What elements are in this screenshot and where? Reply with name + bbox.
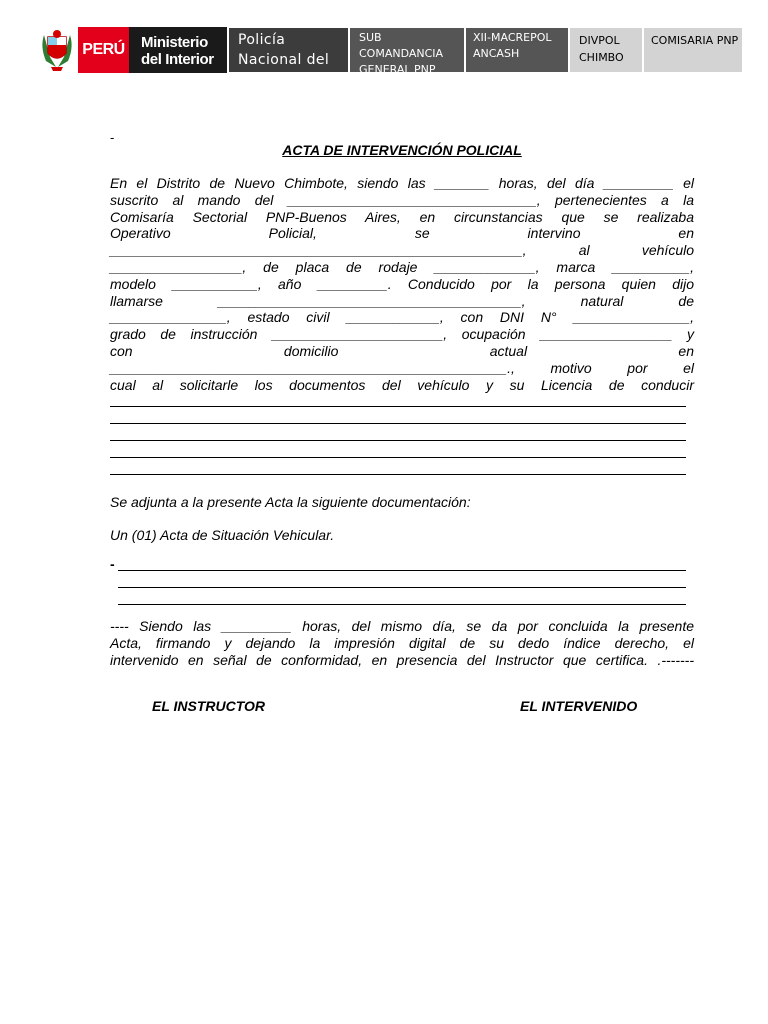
signature-instructor: EL INSTRUCTOR	[152, 698, 266, 714]
blank-line	[118, 570, 686, 571]
ministerio-line1: Ministerio	[141, 34, 208, 51]
text-line: Operativo Policial, se intervino en	[110, 225, 694, 242]
text-line: intervenido en señal de conformidad, en presencia del Instructor que certifica. .-------	[110, 651, 694, 668]
document-title: ACTA DE INTERVENCIÓN POLICIAL	[282, 142, 522, 158]
header-banner	[36, 27, 742, 88]
text-line: _____________________________________________________, al vehículo	[110, 242, 694, 259]
bullet-dash: -	[110, 556, 115, 572]
intervention-paragraph	[110, 175, 694, 393]
text-line: suscrito al mando del ________________________________, pertenecientes a la	[110, 191, 694, 208]
header-policia: Policía Nacional del Perú	[229, 28, 348, 72]
closing-paragraph	[110, 618, 694, 668]
national-crest-icon	[36, 27, 78, 73]
header-divpol: DIVPOL CHIMBO	[570, 28, 642, 72]
header-sub-comandancia: SUB COMANDANCIA GENERAL PNP	[350, 28, 464, 72]
text-line: _________________, de placa de rodaje _____________, marca __________,	[110, 258, 694, 275]
blank-line	[110, 440, 686, 441]
blank-line	[110, 423, 686, 424]
text-line: llamarse _______________________________________, natural de	[110, 292, 694, 309]
text-line: _______________, estado civil ____________, con DNI N° _______________,	[110, 309, 694, 326]
ministerio-logo	[129, 27, 227, 73]
text-line: Acta, firmando y dejando la impresión digital de su dedo índice derecho, el	[110, 634, 694, 651]
header-comisaria: COMISARIA PNP	[644, 28, 742, 72]
blank-line	[110, 406, 686, 407]
signature-intervenido: EL INTERVENIDO	[520, 698, 638, 714]
documentation-item: Un (01) Acta de Situación Vehicular.	[110, 527, 335, 543]
closing-text	[110, 618, 694, 668]
text-line: Comisaría Sectorial PNP-Buenos Aires, en circunstancias que se realizaba	[110, 208, 694, 225]
ministerio-line2: del Interior	[141, 51, 214, 68]
text-line: cual al solicitarle los documentos del vehículo y su Licencia de conducir	[110, 376, 694, 393]
text-line: grado de instrucción ______________________, ocupación _________________ y	[110, 326, 694, 343]
blank-line	[118, 604, 686, 605]
text-line: ___________________________________________________., motivo por el	[110, 359, 694, 376]
blank-line	[110, 474, 686, 475]
text-line: con domicilio actual en	[110, 342, 694, 359]
top-dash: -	[110, 130, 115, 145]
paragraph-text	[110, 175, 694, 393]
text-line: modelo ___________, año _________. Conducido por la persona quien dijo	[110, 275, 694, 292]
blank-line	[110, 457, 686, 458]
text-line: ---- Siendo las _________ horas, del mismo día, se da por concluida la presente	[110, 618, 694, 634]
peru-logo: PERÚ	[78, 27, 129, 73]
documentation-intro: Se adjunta a la presente Acta la siguiente documentación:	[110, 494, 471, 510]
header-macrepol: XII-MACREPOL ANCASH	[466, 28, 568, 72]
text-line: En el Distrito de Nuevo Chimbote, siendo las _______ horas, del día _________ el	[110, 175, 694, 191]
blank-line	[118, 587, 686, 588]
